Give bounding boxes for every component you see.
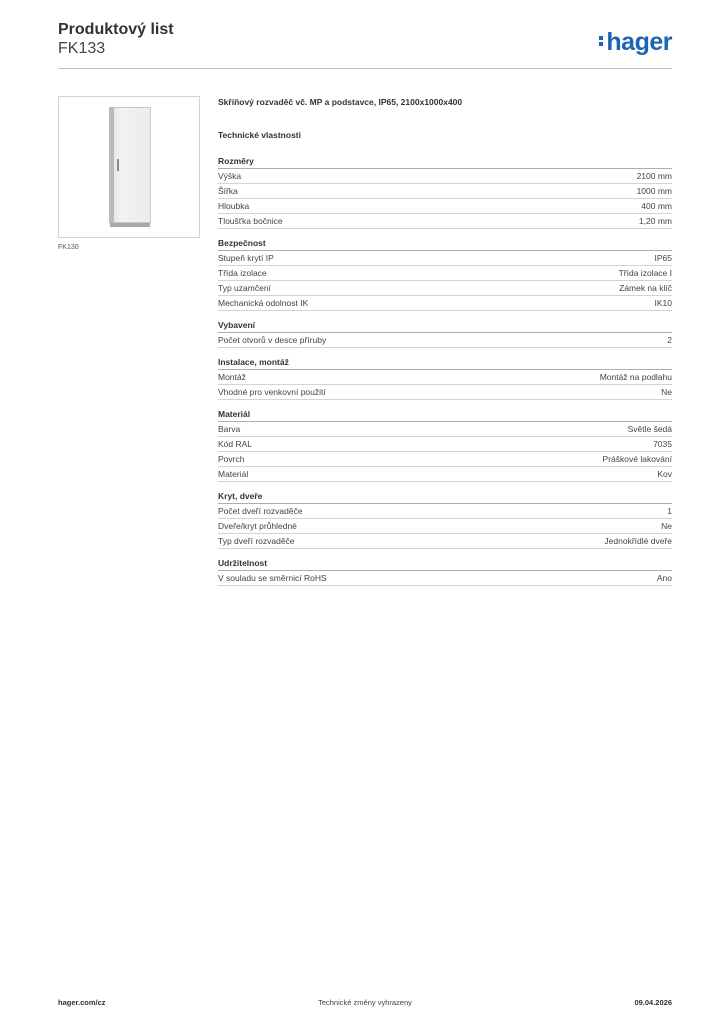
spec-value: 7035 bbox=[653, 439, 672, 449]
tech-properties-title: Technické vlastnosti bbox=[218, 130, 301, 140]
spec-row bbox=[218, 504, 672, 519]
spec-label: V souladu se směrnicí RoHS bbox=[218, 573, 327, 583]
spec-value: 1 bbox=[667, 506, 672, 516]
footer-website-link[interactable]: hager.com/cz bbox=[58, 998, 106, 1007]
spec-label: Barva bbox=[218, 424, 241, 434]
spec-value: 400 mm bbox=[641, 201, 672, 211]
spec-label: Třída izolace bbox=[218, 268, 267, 278]
spec-section bbox=[218, 558, 672, 586]
spec-row bbox=[218, 385, 672, 400]
spec-row bbox=[218, 251, 672, 266]
spec-label: Hloubka bbox=[218, 201, 250, 211]
spec-value: Ano bbox=[656, 573, 672, 583]
logo-text: hager bbox=[606, 28, 672, 56]
spec-row bbox=[218, 534, 672, 549]
spec-label: Počet otvorů v desce příruby bbox=[218, 335, 327, 345]
spec-label: Vhodné pro venkovní použití bbox=[218, 387, 326, 397]
spec-label: Povrch bbox=[218, 454, 245, 464]
spec-value: Kov bbox=[657, 469, 672, 479]
section-title: Kryt, dveře bbox=[218, 491, 672, 504]
spec-label: Dveře/kryt průhledné bbox=[218, 521, 297, 531]
spec-section bbox=[218, 409, 672, 482]
spec-label: Výška bbox=[218, 171, 242, 181]
spec-row bbox=[218, 333, 672, 348]
spec-row bbox=[218, 452, 672, 467]
footer-notice: Technické změny vyhrazeny bbox=[318, 998, 412, 1007]
spec-label: Montáž bbox=[218, 372, 246, 382]
spec-row bbox=[218, 199, 672, 214]
section-title: Instalace, montáž bbox=[218, 357, 672, 370]
spec-row bbox=[218, 422, 672, 437]
spec-value: Jednokřídlé dveře bbox=[604, 536, 672, 546]
spec-section bbox=[218, 357, 672, 400]
spec-row bbox=[218, 281, 672, 296]
spec-label: Mechanická odolnost IK bbox=[218, 298, 309, 308]
spec-label: Stupeň krytí IP bbox=[218, 253, 274, 263]
spec-label: Počet dveří rozvaděče bbox=[218, 506, 303, 516]
spec-label: Materiál bbox=[218, 469, 249, 479]
spec-value: Montáž na podlahu bbox=[599, 372, 672, 382]
spec-value: Ne bbox=[661, 387, 672, 397]
spec-value: IK10 bbox=[654, 298, 672, 308]
image-caption: FK130 bbox=[58, 244, 79, 251]
spec-section bbox=[218, 156, 672, 229]
spec-row bbox=[218, 467, 672, 482]
spec-label: Šířka bbox=[218, 186, 238, 196]
spec-value: IP65 bbox=[654, 253, 672, 263]
footer-date: 09.04.2026 bbox=[634, 998, 672, 1007]
product-description: Skříňový rozvaděč vč. MP a podstavce, IP65, 2100x1000x400 bbox=[218, 97, 463, 107]
logo-dots-icon bbox=[599, 34, 603, 48]
spec-label: Tloušťka bočnice bbox=[218, 216, 283, 226]
spec-row bbox=[218, 437, 672, 452]
spec-row bbox=[218, 169, 672, 184]
spec-value: Ne bbox=[661, 521, 672, 531]
spec-value: 2 bbox=[667, 335, 672, 345]
section-title: Rozměry bbox=[218, 156, 672, 169]
spec-section bbox=[218, 238, 672, 311]
spec-sections bbox=[218, 156, 672, 586]
section-title: Udržitelnost bbox=[218, 558, 672, 571]
spec-label: Kód RAL bbox=[218, 439, 253, 449]
spec-row bbox=[218, 370, 672, 385]
spec-row bbox=[218, 214, 672, 229]
spec-row bbox=[218, 296, 672, 311]
spec-value: Třída izolace I bbox=[618, 268, 672, 278]
spec-value: Práškové lakování bbox=[602, 454, 672, 464]
spec-value: 1,20 mm bbox=[638, 216, 672, 226]
product-image bbox=[58, 96, 200, 238]
spec-row bbox=[218, 571, 672, 586]
spec-row bbox=[218, 519, 672, 534]
spec-value: 1000 mm bbox=[636, 186, 672, 196]
header-divider bbox=[58, 68, 672, 69]
page-title: Produktový list bbox=[58, 21, 174, 38]
spec-section bbox=[218, 491, 672, 549]
hager-logo[interactable] bbox=[599, 28, 672, 57]
spec-label: Typ dveří rozvaděče bbox=[218, 536, 295, 546]
spec-value: Zámek na klíč bbox=[619, 283, 672, 293]
section-title: Bezpečnost bbox=[218, 238, 672, 251]
spec-content bbox=[218, 96, 672, 595]
page-header bbox=[58, 20, 672, 68]
spec-value: Světle šedá bbox=[627, 424, 672, 434]
section-title: Vybavení bbox=[218, 320, 672, 333]
spec-row bbox=[218, 266, 672, 281]
product-code: FK133 bbox=[58, 40, 106, 57]
spec-value: 2100 mm bbox=[636, 171, 672, 181]
spec-label: Typ uzamčení bbox=[218, 283, 271, 293]
section-title: Materiál bbox=[218, 409, 672, 422]
spec-row bbox=[218, 184, 672, 199]
spec-section bbox=[218, 320, 672, 348]
page-footer bbox=[58, 998, 672, 1010]
cabinet-icon bbox=[109, 107, 151, 227]
